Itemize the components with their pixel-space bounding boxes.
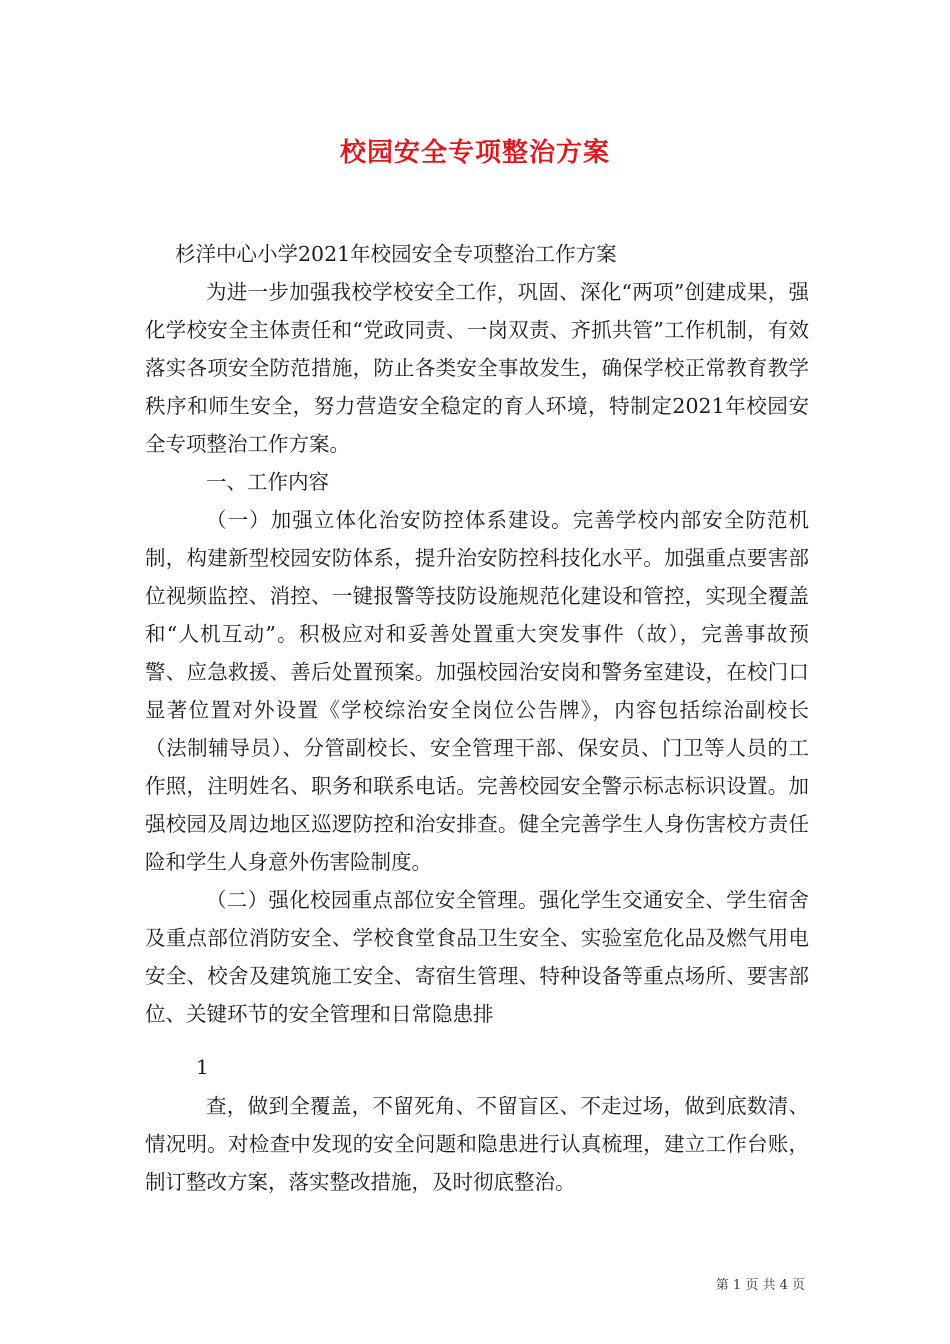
continuation-paragraph: 查，做到全覆盖，不留死角、不留盲区、不走过场，做到底数清、情况明。对检查中发现的安全问题和隐患进行认真梳理，建立工作台账，制订整改方案，落实整改措施，及时彻底整治。 <box>145 1094 809 1194</box>
intro-paragraph: 为进一步加强我校学校安全工作，巩固、深化“两项”创建成果，强化学校安全主体责任和“党政同责、一岗双责、齐抓共管”工作机制，有效落实各项安全防范措施，防止各类安全事故发生，确保学校正常教育教学秩序和师生安全，努力营造安全稳定的育人环境，特制定2021年校园安全专项整治工作方案。 <box>145 280 809 456</box>
page-footer: 第 1 页 共 4 页 <box>715 1278 805 1293</box>
document-title: 校园安全专项整治方案 <box>339 138 610 168</box>
section-heading: 一、工作内容 <box>206 470 329 494</box>
document-body <box>145 235 809 1033</box>
item-1-paragraph: （一）加强立体化治安防控体系建设。完善学校内部安全防范机制，构建新型校园安防体系，提升治安防控科技化水平。加强重点要害部位视频监控、消控、一键报警等技防设施规范化建设和管控，实现全覆盖和“人机互动”。积极应对和妥善处置重大突发事件（故），完善事故预警、应急救援、善后处置预案。加强校园治安岗和警务室建设，在校门口显著位置对外设置《学校综治安全岗位公告牌》，内容包括综治副校长（法制辅导员）、分管副校长、安全管理干部、保安员、门卫等人员的工作照，注明姓名、职务和联系电话。完善校园安全警示标志标识设置。加强校园及周边地区巡逻防控和治安排查。健全完善学生人身伤害校方责任险和学生人身意外伤害险制度。 <box>145 508 809 874</box>
document-subtitle: 杉洋中心小学2021年校园安全专项整治工作方案 <box>175 242 617 266</box>
document-body-continued <box>145 1087 809 1201</box>
item-2-paragraph: （二）强化校园重点部位安全管理。强化学生交通安全、学生宿舍及重点部位消防安全、学校食堂食品卫生安全、实验室危化品及燃气用电安全、校舍及建筑施工安全、寄宿生管理、特种设备等重点场所、要害部位、关键环节的安全管理和日常隐患排 <box>145 888 809 1026</box>
inline-page-number: 1 <box>196 1055 209 1079</box>
